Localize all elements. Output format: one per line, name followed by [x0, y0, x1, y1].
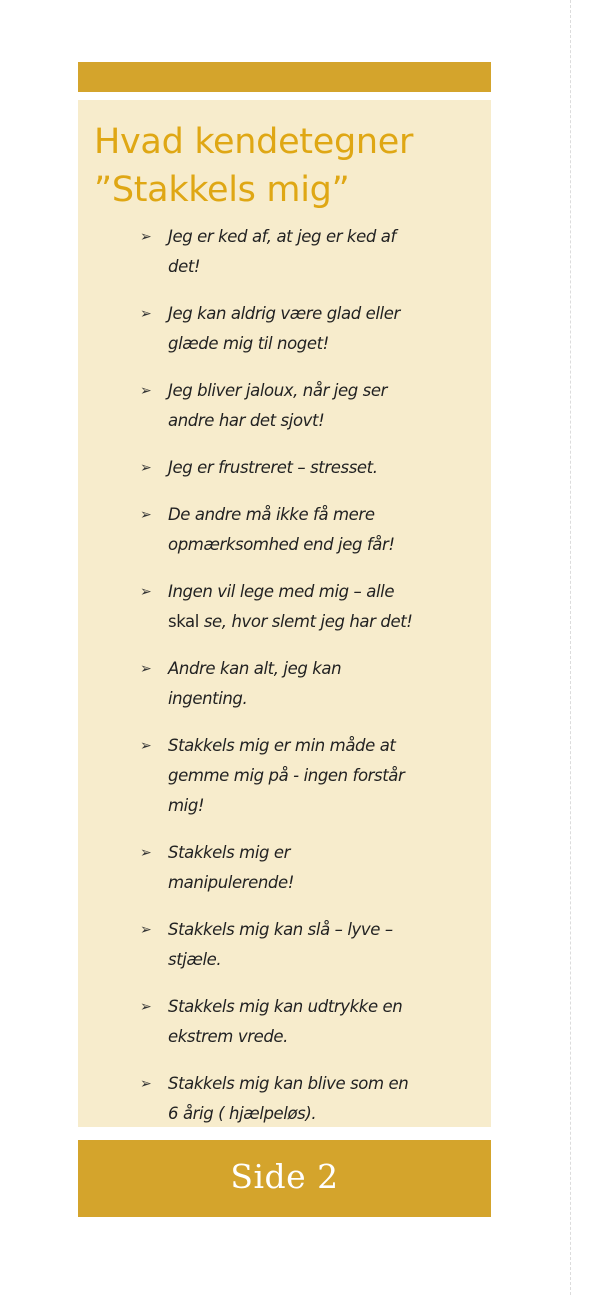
- list-item: [140, 577, 430, 637]
- list-item: [140, 992, 430, 1052]
- list-item-line: Jeg kan aldrig være glad eller: [168, 304, 400, 323]
- characteristics-list: [140, 222, 430, 1146]
- list-item-line: 6 årig ( hjælpeløs).: [168, 1104, 317, 1123]
- list-item-upright-word: skal: [168, 612, 199, 631]
- list-item-line: Stakkels mig kan slå – lyve –: [168, 920, 393, 939]
- list-item-line: andre har det sjovt!: [168, 411, 325, 430]
- list-item: [140, 654, 430, 714]
- list-item-line: det!: [168, 257, 201, 276]
- footer-bar: [78, 1140, 491, 1217]
- list-item-line: Ingen vil lege med mig – alle: [168, 582, 395, 601]
- list-item-line: Stakkels mig er min måde at: [168, 736, 396, 755]
- list-item-line: Stakkels mig kan udtrykke en: [168, 997, 403, 1016]
- arrow-right-icon: ➢: [140, 738, 152, 754]
- arrow-right-icon: ➢: [140, 999, 152, 1015]
- arrow-right-icon: ➢: [140, 229, 152, 245]
- heading-line-2: ”Stakkels mig”: [94, 170, 350, 210]
- list-item-line: manipulerende!: [168, 873, 294, 892]
- list-item: [140, 500, 430, 560]
- arrow-right-icon: ➢: [140, 661, 152, 677]
- arrow-right-icon: ➢: [140, 845, 152, 861]
- arrow-right-icon: ➢: [140, 306, 152, 322]
- arrow-right-icon: ➢: [140, 507, 152, 523]
- list-item-line: mig!: [168, 796, 205, 815]
- list-item-line: Stakkels mig er: [168, 843, 291, 862]
- page-number-label: Side 2: [230, 1157, 339, 1196]
- list-item: [140, 222, 430, 282]
- arrow-right-icon: ➢: [140, 922, 152, 938]
- list-item: [140, 453, 430, 483]
- list-item: [140, 731, 430, 821]
- list-item-line-rest: se, hvor slemt jeg har det!: [198, 612, 413, 631]
- arrow-right-icon: ➢: [140, 460, 152, 476]
- list-item: [140, 838, 430, 898]
- header-accent-bar: [78, 62, 491, 92]
- list-item: [140, 1069, 430, 1129]
- list-item-line: glæde mig til noget!: [168, 334, 329, 353]
- arrow-right-icon: ➢: [140, 584, 152, 600]
- list-item-line: Jeg er ked af, at jeg er ked af: [168, 227, 396, 246]
- list-item: [140, 376, 430, 436]
- list-item-line: Jeg er frustreret – stresset.: [168, 458, 378, 477]
- heading-line-1: Hvad kendetegner: [94, 122, 414, 162]
- list-item-line: Andre kan alt, jeg kan: [168, 659, 342, 678]
- list-item-line: [168, 607, 430, 637]
- list-item-line: Stakkels mig kan blive som en: [168, 1074, 409, 1093]
- arrow-right-icon: ➢: [140, 1076, 152, 1092]
- arrow-right-icon: ➢: [140, 383, 152, 399]
- page-heading: [94, 118, 484, 214]
- list-item: [140, 299, 430, 359]
- list-item-line: gemme mig på - ingen forstår: [168, 766, 405, 785]
- list-item-line: ingenting.: [168, 689, 248, 708]
- list-item-line: stjæle.: [168, 950, 222, 969]
- list-item: [140, 915, 430, 975]
- page-edge-divider: [570, 0, 571, 1295]
- content-panel: [78, 100, 491, 1127]
- list-item-line: De andre må ikke få mere: [168, 505, 375, 524]
- list-item-line: opmærksomhed end jeg får!: [168, 535, 395, 554]
- list-item-line: ekstrem vrede.: [168, 1027, 288, 1046]
- list-item-line: Jeg bliver jaloux, når jeg ser: [168, 381, 387, 400]
